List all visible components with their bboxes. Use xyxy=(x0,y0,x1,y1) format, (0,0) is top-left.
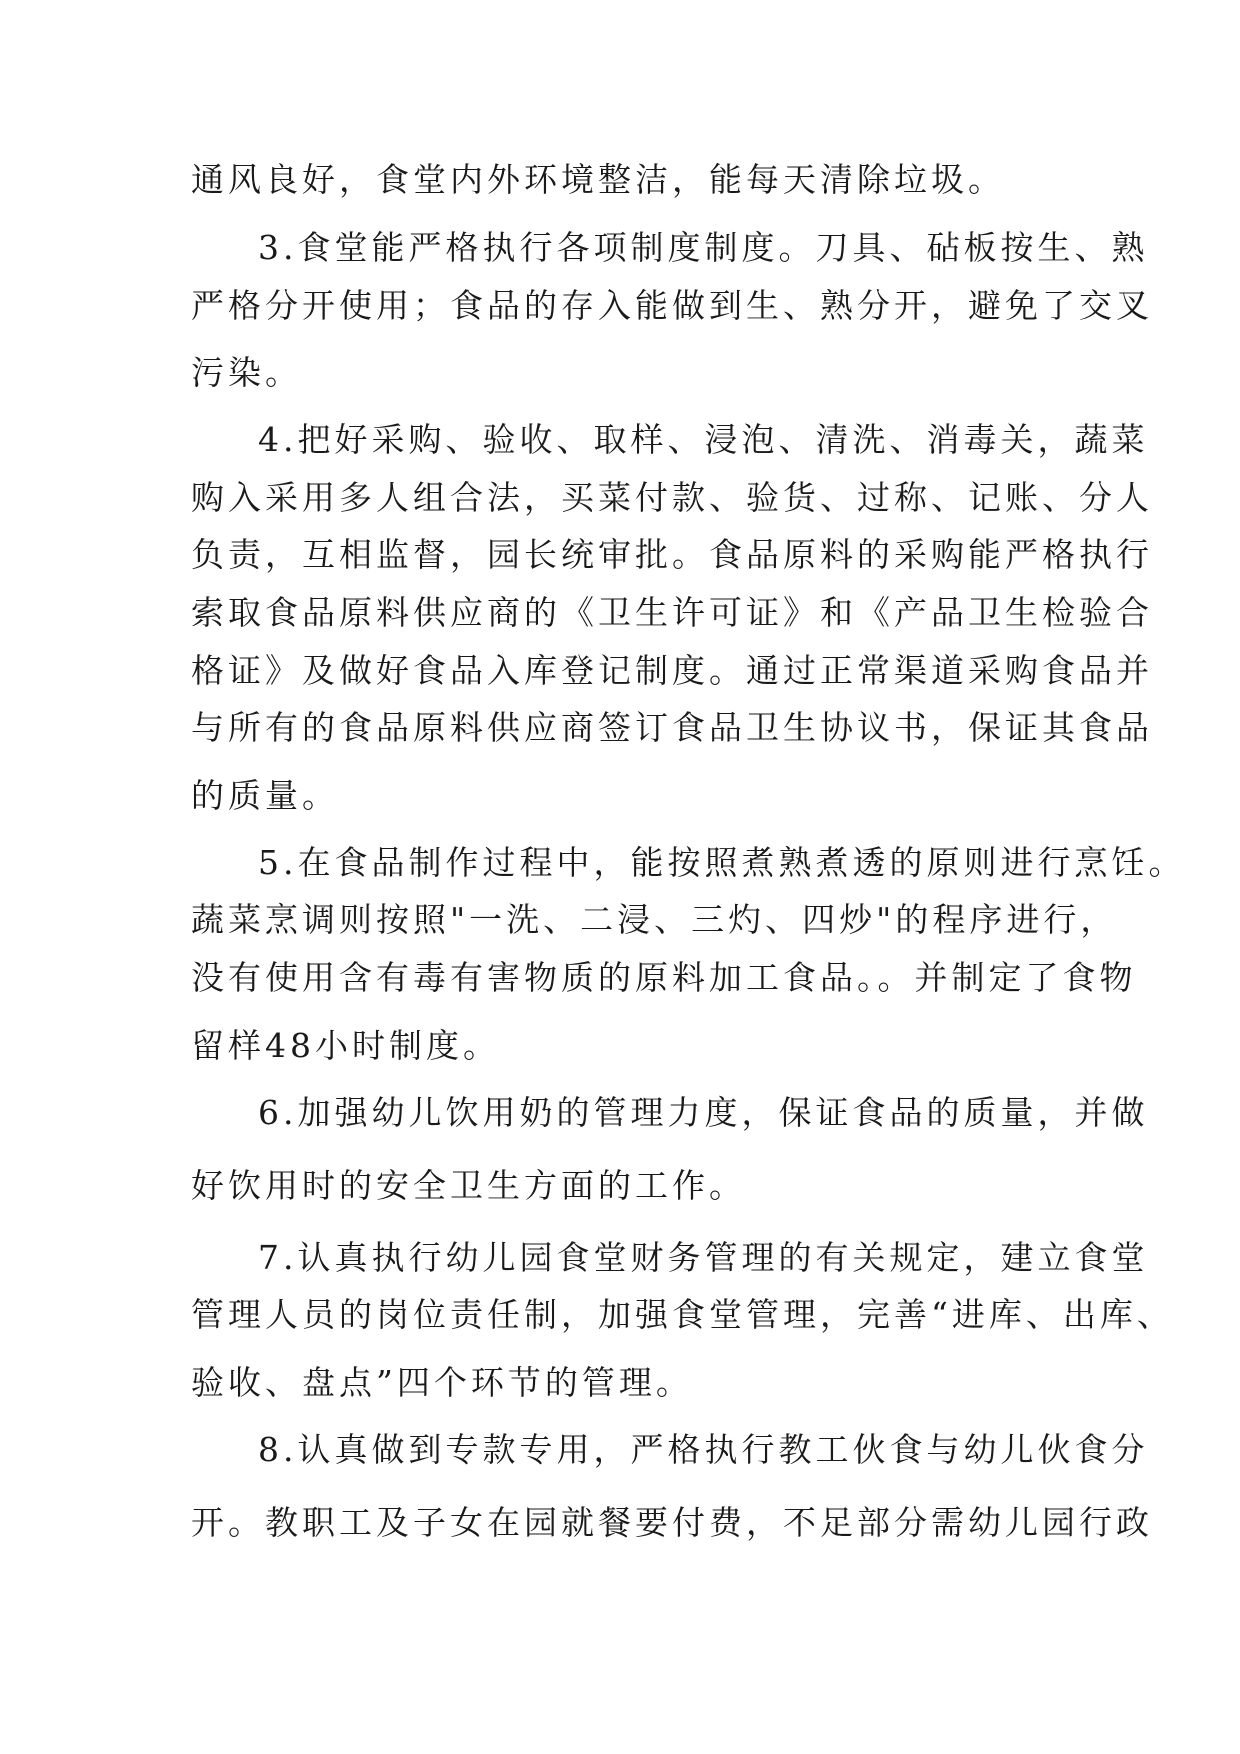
text-line: 格证》及做好食品入库登记制度。通过正常渠道采购食品并 xyxy=(191,651,1153,690)
text-line: 好饮用时的安全卫生方面的工作。 xyxy=(191,1166,746,1205)
text-line: 没有使用含有毒有害物质的原料加工食品。。并制定了食物 xyxy=(191,958,1137,997)
text-line: 8.认真做到专款专用，严格执行教工伙食与幼儿伙食分 xyxy=(258,1430,1149,1469)
text-line: 严格分开使用；食品的存入能做到生、熟分开，避免了交叉 xyxy=(191,286,1153,325)
text-line: 留样48小时制度。 xyxy=(191,1026,500,1065)
text-line: 7.认真执行幼儿园食堂财务管理的有关规定，建立食堂 xyxy=(258,1238,1149,1277)
text-line: 验收、盘点”四个环节的管理。 xyxy=(191,1363,693,1402)
text-line: 与所有的食品原料供应商签订食品卫生协议书，保证其食品 xyxy=(191,708,1153,747)
text-line: 3.食堂能严格执行各项制度制度。刀具、砧板按生、熟 xyxy=(258,228,1149,267)
text-line: 管理人员的岗位责任制，加强食堂管理，完善“进库、出库、 xyxy=(191,1295,1174,1334)
text-line: 4.把好采购、验收、取样、浸泡、清洗、消毒关，蔬菜 xyxy=(258,420,1149,459)
text-line: 索取食品原料供应商的《卫生许可证》和《产品卫生检验合 xyxy=(191,593,1153,632)
text-line: 通风良好，食堂内外环境整洁，能每天清除垃圾。 xyxy=(191,160,1005,199)
text-line: 蔬菜烹调则按照"一洗、二浸、三灼、四炒"的程序进行， xyxy=(191,900,1118,939)
text-line: 购入采用多人组合法，买菜付款、验货、过称、记账、分人 xyxy=(191,478,1153,517)
text-line: 的质量。 xyxy=(191,776,339,815)
text-line: 负责，互相监督，园长统审批。食品原料的采购能严格执行 xyxy=(191,535,1153,574)
text-line: 开。教职工及子女在园就餐要付费，不足部分需幼儿园行政 xyxy=(191,1503,1153,1542)
text-line: 5.在食品制作过程中，能按照煮熟煮透的原则进行烹饪。 xyxy=(258,843,1186,882)
text-line: 污染。 xyxy=(191,353,302,392)
text-line: 6.加强幼儿饮用奶的管理力度，保证食品的质量，并做 xyxy=(258,1093,1149,1132)
